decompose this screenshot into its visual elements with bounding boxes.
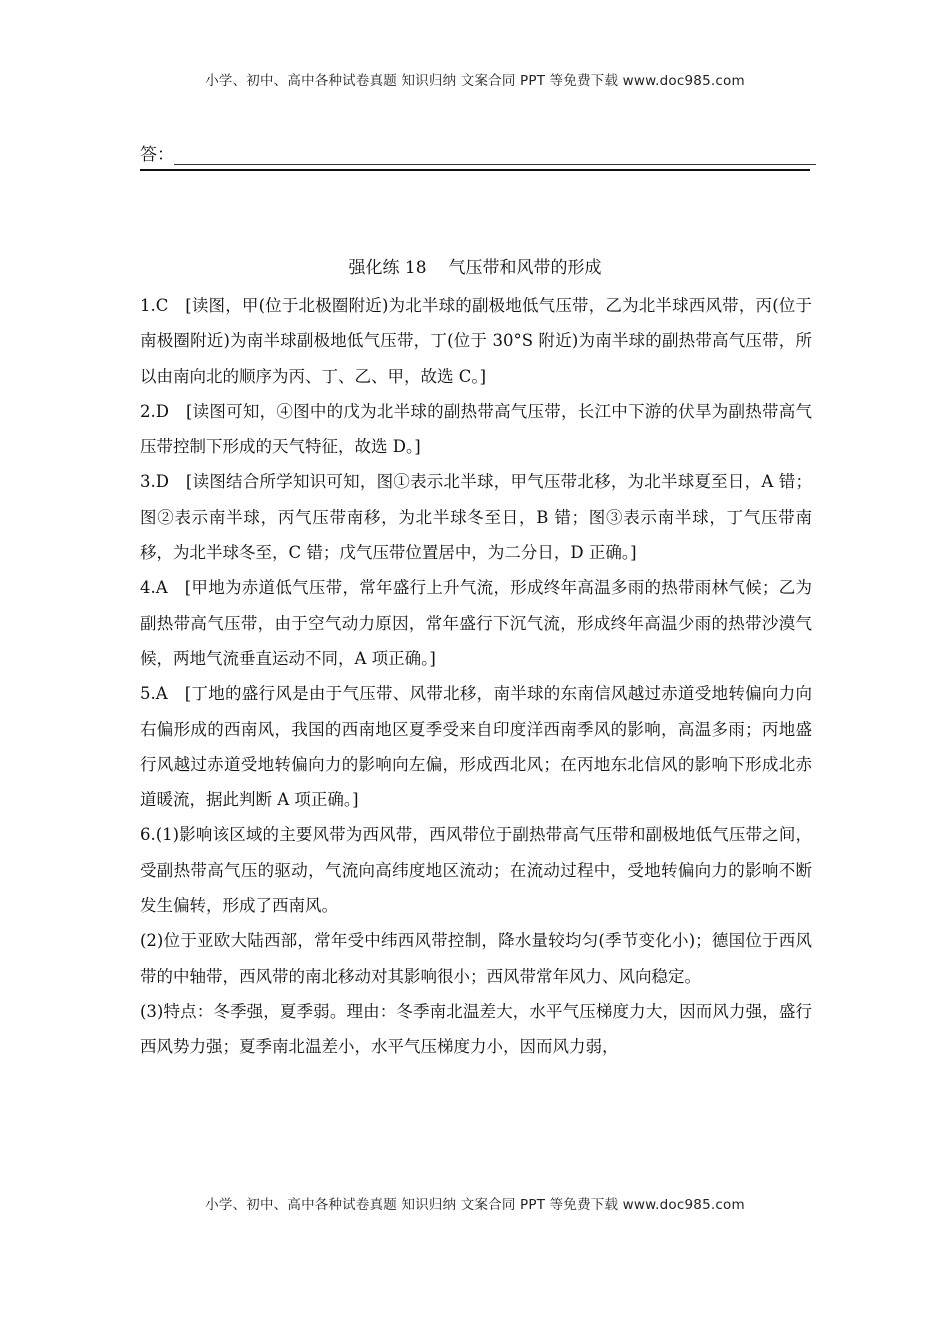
answer-blank-line <box>174 164 816 165</box>
answer-row <box>140 143 810 171</box>
answer-paragraph-6-3: (3)特点：冬季强，夏季弱。理由：冬季南北温差大，水平气压梯度力大，因而风力强，盛行西风势力强；夏季南北温差小，水平气压梯度力小，因而风力弱， <box>140 1001 812 1057</box>
section-divider <box>140 169 810 171</box>
answer-paragraph-5: 5.A [丁地的盛行风是由于气压带、风带北移，南半球的东南信风越过赤道受地转偏向力向右偏形成的西南风，我国的西南地区夏季受来自印度洋西南季风的影响，高温多雨；丙地盛行风越过赤道受地转偏向力的影响向左偏，形成西北风；在丙地东北信风的影响下形成北赤道暖流，据此判断 A 项正确。] <box>140 684 812 810</box>
answer-label: 答： <box>140 145 174 165</box>
answer-content <box>140 288 812 1065</box>
page-footer: 小学、初中、高中各种试卷真题 知识归纳 文案合同 PPT 等免费下载 www.doc985.com <box>205 1197 745 1213</box>
answer-paragraph-3: 3.D [读图结合所学知识可知，图①表示北半球，甲气压带北移，为北半球夏至日，A 错；图②表示南半球，丙气压带南移，为北半球冬至日，B 错；图③表示南半球，丁气压带南移，为北半球冬至，C 错；戊气压带位置居中，为二分日，D 正确。] <box>140 472 812 563</box>
answer-paragraph-1: 1.C [读图，甲(位于北极圈附近)为北半球的副极地低气压带，乙为北半球西风带，丙(位于南极圈附近)为南半球副极地低气压带，丁(位于 30°S 附近)为南半球的副热带高气压带，所以由南向北的顺序为丙、丁、乙、甲，故选 C。] <box>140 296 812 386</box>
answer-paragraph-6-2: (2)位于亚欧大陆西部，常年受中纬西风带控制，降水量较均匀(季节变化小)；德国位于西风带的中轴带，西风带的南北移动对其影响很小；西风带常年风力、风向稳定。 <box>140 931 812 986</box>
answer-paragraph-2: 2.D [读图可知，④图中的戊为北半球的副热带高气压带，长江中下游的伏旱为副热带高气压带控制下形成的天气特征，故选 D。] <box>140 401 812 457</box>
title-topic: 气压带和风带的形成 <box>448 258 602 278</box>
page-header: 小学、初中、高中各种试卷真题 知识归纳 文案合同 PPT 等免费下载 www.doc985.com <box>205 73 745 89</box>
answer-paragraph-4: 4.A [甲地为赤道低气压带，常年盛行上升气流，形成终年高温多雨的热带雨林气候；乙为副热带高气压带，由于空气动力原因，常年盛行下沉气流，形成终年高温少雨的热带沙漠气候，两地气流垂直运动不同，A 项正确。] <box>140 578 812 668</box>
title-exercise-number: 强化练 18 <box>348 258 427 278</box>
answer-paragraph-6-1: 6.(1)影响该区域的主要风带为西风带，西风带位于副热带高气压带和副极地低气压带之间，受副热带高气压的驱动，气流向高纬度地区流动；在流动过程中，受地转偏向力的影响不断发生偏转，形成了西南风。 <box>140 825 812 916</box>
page-title <box>0 256 950 280</box>
